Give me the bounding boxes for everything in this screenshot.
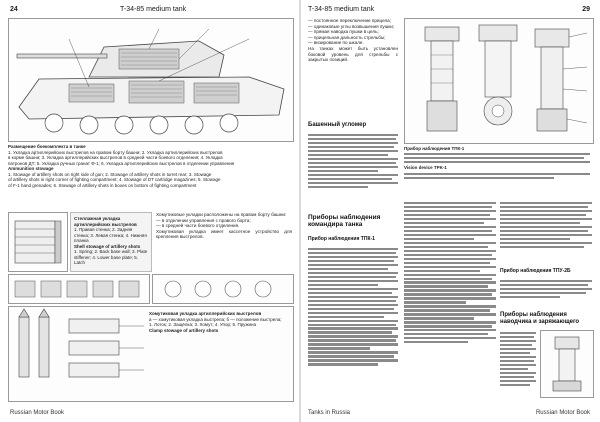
page-number: 29 [582,6,590,13]
shell-rack-drawing [9,213,67,271]
caption-line: 1. Лоток; 2. Защёлка; 3. Хомут; 4. Упор; 5. Пружина [149,322,256,327]
running-title: T-34-85 medium tank [308,6,375,13]
shell-rack-figure [8,212,68,272]
gunner-devices-text [500,330,536,396]
section-subheading: Прибор наблюдения ТПК-1 [308,236,375,242]
page-footer-right: Russian Motor Book [535,410,590,416]
tpk1-device-drawing [405,19,593,143]
text-line: — постоянное переключение прицела; [308,18,391,23]
clamp-heading-ru: Хомутиковая укладка артиллерийских выстрелов [149,311,262,316]
clamp-detail-drawing [153,275,293,303]
caption-line-en: 1. Stowage of artillery shots on right side of gun; 2. Stowage of artillery shots in turret rear; 3. Stowage [8,171,212,177]
middle-text [156,212,292,272]
tpu-text [500,278,592,308]
text-line: — прямая наводка пушки в цель; [308,29,379,35]
rack-sidebar-box [70,212,152,272]
rack-title-en: Shell stowage of artillery shots [74,243,141,249]
rack-detail-drawing [9,275,149,303]
tpk1-device-figure [404,18,594,144]
text-line: — в отделении управления с правого борта; [156,217,251,223]
clamp-detail-figure [152,274,294,304]
intro-text [308,18,398,118]
clamp-stowage-caption [149,311,289,397]
right-page [300,0,600,422]
angle-gauge-text [308,132,398,210]
ammo-stowage-figure [8,18,294,142]
rack-item: 1. Правая стенка; 2. Задняя стенка; 3. Левая стенка; 4. Нижняя планка [74,227,147,243]
tpk1-caption-title-en: Vision device TPK-1 [404,165,447,171]
text-line: — одинаковые углы возвышения пушки; [308,23,395,29]
tpk1-body-text [404,200,496,396]
text-line: — визирование по шкале. [308,40,364,46]
running-title: T-34-85 medium tank [120,6,187,13]
caption-heading: Размещение боекомплекта в танке [8,144,86,149]
tpk1-caption-title: Прибор наблюдения ТПК-1 [404,146,465,151]
section-heading: Башенный угломер [308,122,367,128]
tpk1-caption [404,146,592,196]
tank-cutaway-drawing [9,19,293,141]
section-heading: Приборы наблюдения командира танка [308,214,381,228]
page-footer-left: Tanks in Russia [308,410,351,416]
caption-line: 1. Укладка артиллерийских выстрелов на правом борту башни; 2. Укладка артиллерийских выстрелов [8,149,223,155]
caption-line: в корме башни; 3. Укладка артиллерийских выстрелов в средней части боевого отделения; 4. Укладка [8,155,223,160]
caption-line: патронов ДТ; 5. Укладка ручных гранат Ф-1; 6. Укладка артиллерийских выстрелов в отделении управления [8,160,235,166]
page-number: 24 [10,6,18,13]
text-line: Хомутиковые укладки расположены на правом борту башни: [156,212,287,217]
text-line: Хомутиковая укладка имеет кассетное устройство для крепления выстрелов. [156,228,292,240]
clamp-stowage-figure [8,306,294,402]
caption-line: а — хомутиковая укладка выстрела; б — положение выстрела; [149,316,282,322]
gunner-device-figure [540,330,594,398]
rack-title-ru: Стеллажная укладка артиллерийских выстрелов [74,216,137,227]
caption-line-en: of artillery shots in right corner of fighting compartment; 4. Stowage of DT cartridge magazines; 5. Stowage [8,177,221,182]
clamp-heading-en: Clamp stowage of artillery shots [149,327,219,333]
gunner-device-drawing [541,331,593,397]
right-column-text [500,200,592,264]
caption-heading-en: Ammunition stowage [8,166,54,171]
page-footer: Russian Motor Book [10,410,65,416]
section-subheading: Прибор наблюдения ТПУ-2Б [500,268,571,274]
rack-item: 1. Spring; 2. Back base wall; 3. Plate stiffener; 4. Lower base plate; 5. Latch [74,249,148,265]
text-line: На танках может быть установлен боковой уровень для стрельбы с закрытых позиций. [308,45,398,63]
commander-devices-text [308,246,398,396]
text-line: — в средней части боевого отделения. [156,223,240,229]
rack-detail-figure [8,274,150,304]
section-heading: Приборы наблюдения наводчика и заряжающего [500,312,580,325]
text-line: — прицельная дальность стрельбы; [308,34,386,40]
rack-sidebar-text [74,216,148,270]
ammo-stowage-caption [8,144,292,206]
caption-line-en: of F-1 hand grenades; 6. Stowage of artillery shots in boxes on bottom of fighting compartment [8,182,197,188]
